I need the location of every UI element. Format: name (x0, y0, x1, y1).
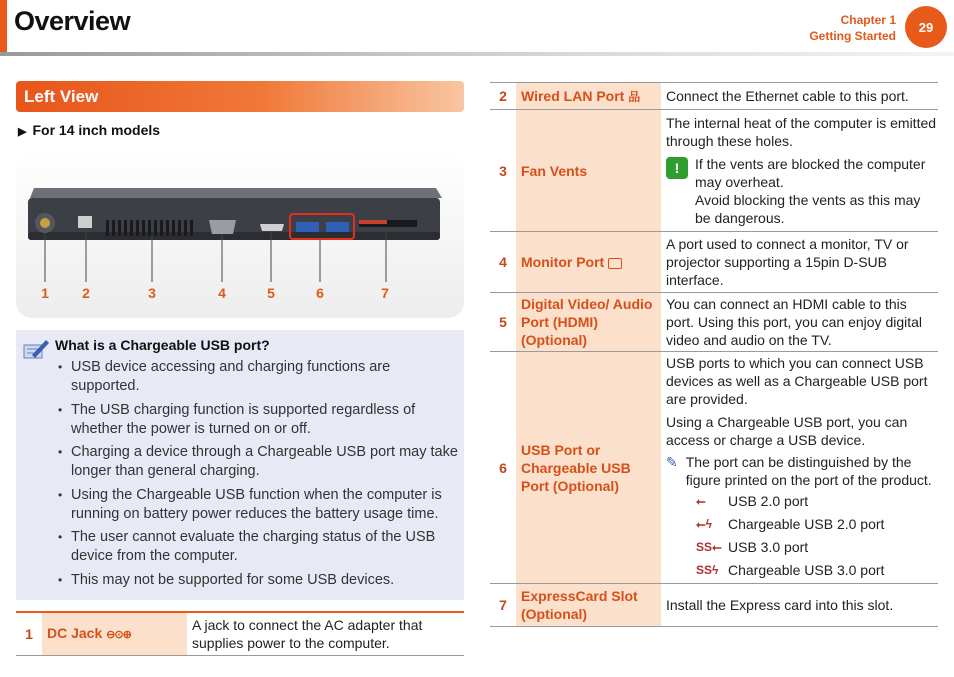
triangle-bullet-icon: ▶ (18, 126, 27, 138)
row-description: The internal heat of the computer is emitted through these holes. ! If the vents are blocked the computer may overheat. Avoid blocking the vents as this may be dangerous. (666, 115, 937, 226)
note-item: • The user cannot evaluate the charging status of the USB device from the computer. (58, 528, 458, 566)
right-port-table (490, 82, 938, 627)
table-row (490, 293, 938, 352)
row-number: 1 (25, 626, 33, 642)
table-row (490, 83, 938, 110)
row-description: Install the Express card into this slot. (666, 597, 894, 613)
table-row (490, 110, 938, 232)
page-number-badge: 29 (905, 6, 947, 48)
chargeable-usb-icon: ⭠ϟ (696, 516, 712, 531)
page-title: Overview (14, 6, 131, 36)
note-pen-icon: ✎ (666, 454, 678, 470)
row-label: DC Jack ⊖⊙⊕ (42, 612, 187, 656)
callout-6: 6 (316, 285, 324, 301)
left-port-table (16, 611, 464, 656)
memo-note: ✎ The port can be distinguished by the figure printed on the port of the product. (666, 454, 932, 488)
usb-icon: ⭠ (696, 493, 706, 508)
chapter-label (809, 12, 896, 44)
table-row (490, 352, 938, 584)
row-number: 3 (499, 162, 507, 179)
callout-1: 1 (41, 285, 49, 301)
row-label: Fan Vents (516, 110, 661, 232)
monitor-icon (608, 258, 622, 269)
section-header (16, 81, 464, 112)
row-description: USB ports to which you can connect USB devices as well as a Chargeable USB port are provided. Using a Chargeable USB port, you can access or charge a USB device. ✎ The port can be distinguished by the figure printed on the port of the product. ⭠ USB 2.0 port ⭠ϟ Chargeable USB 2.0 port SS⭠ USB 3.0 port SSϟ Chargeable USB 3.0 port (661, 352, 938, 584)
note-pen-icon (22, 337, 50, 361)
model-label: ▶ For 14 inch models (18, 122, 161, 138)
row-number: 5 (499, 314, 507, 330)
note-item: • Charging a device through a Chargeable USB port may take longer than general charging. (58, 443, 458, 481)
dc-jack-icon: ⊖⊙⊕ (106, 629, 131, 641)
note-item: • Using the Chargeable USB function when the computer is running on battery power reduces the battery usage time. (58, 486, 458, 524)
row-description: Connect the Ethernet cable to this port. (666, 88, 909, 104)
row-description: A jack to connect the AC adapter that supplies power to the computer. (192, 617, 423, 651)
laptop-illustration-panel (16, 152, 464, 318)
warning-icon: ! (666, 157, 688, 179)
row-number: 2 (499, 88, 507, 104)
usb-type-item: SSϟ Chargeable USB 3.0 port (696, 561, 885, 578)
table-row (16, 612, 464, 656)
row-description: You can connect an HDMI cable to this port. Using this port, you can enjoy digital video and audio on the TV. (666, 296, 923, 348)
callout-5: 5 (267, 285, 275, 301)
row-number: 6 (499, 459, 507, 476)
note-list (58, 358, 458, 594)
chargeable-usb3-icon: SSϟ (696, 562, 719, 577)
row-number: 7 (499, 597, 507, 613)
callout-3: 3 (148, 285, 156, 301)
row-label: USB Port or Chargeable USB Port (Optional) (516, 352, 661, 584)
row-label: ExpressCard Slot (Optional) (516, 584, 661, 627)
row-label: Wired LAN Port 品 (516, 83, 661, 110)
usb-type-item: SS⭠ USB 3.0 port (696, 538, 809, 555)
table-row (490, 232, 938, 293)
usb-type-item: ⭠ USB 2.0 port (696, 492, 809, 509)
row-number: 4 (499, 254, 507, 270)
header-accent-bar (0, 0, 7, 52)
table-row (490, 584, 938, 627)
lan-icon: 品 (628, 89, 641, 104)
note-item: • This may not be supported for some USB devices. (58, 571, 458, 590)
callout-4: 4 (218, 285, 226, 301)
warning-note: ! If the vents are blocked the computer may overheat. Avoid blocking the vents as this may be dangerous. (666, 155, 938, 227)
section-title: Left View (24, 87, 99, 106)
note-item: • USB device accessing and charging functions are supported. (58, 358, 458, 396)
chapter-name: Getting Started (809, 29, 896, 43)
usb-type-item: ⭠ϟ Chargeable USB 2.0 port (696, 515, 885, 532)
header-divider (0, 52, 954, 56)
row-label: Digital Video/ Audio Port (HDMI) (Optional) (516, 293, 661, 352)
note-item: • The USB charging function is supported regardless of whether the power is turned on or off. (58, 401, 458, 439)
laptop-side-illustration (16, 152, 464, 318)
usb3-icon: SS⭠ (696, 539, 722, 554)
chapter-number: Chapter 1 (840, 13, 896, 27)
row-label: Monitor Port (516, 232, 661, 293)
callout-7: 7 (381, 285, 389, 301)
callout-2: 2 (82, 285, 90, 301)
note-title: What is a Chargeable USB port? (55, 337, 270, 353)
row-description: A port used to connect a monitor, TV or projector supporting a 15pin D-SUB interface. (666, 236, 909, 288)
